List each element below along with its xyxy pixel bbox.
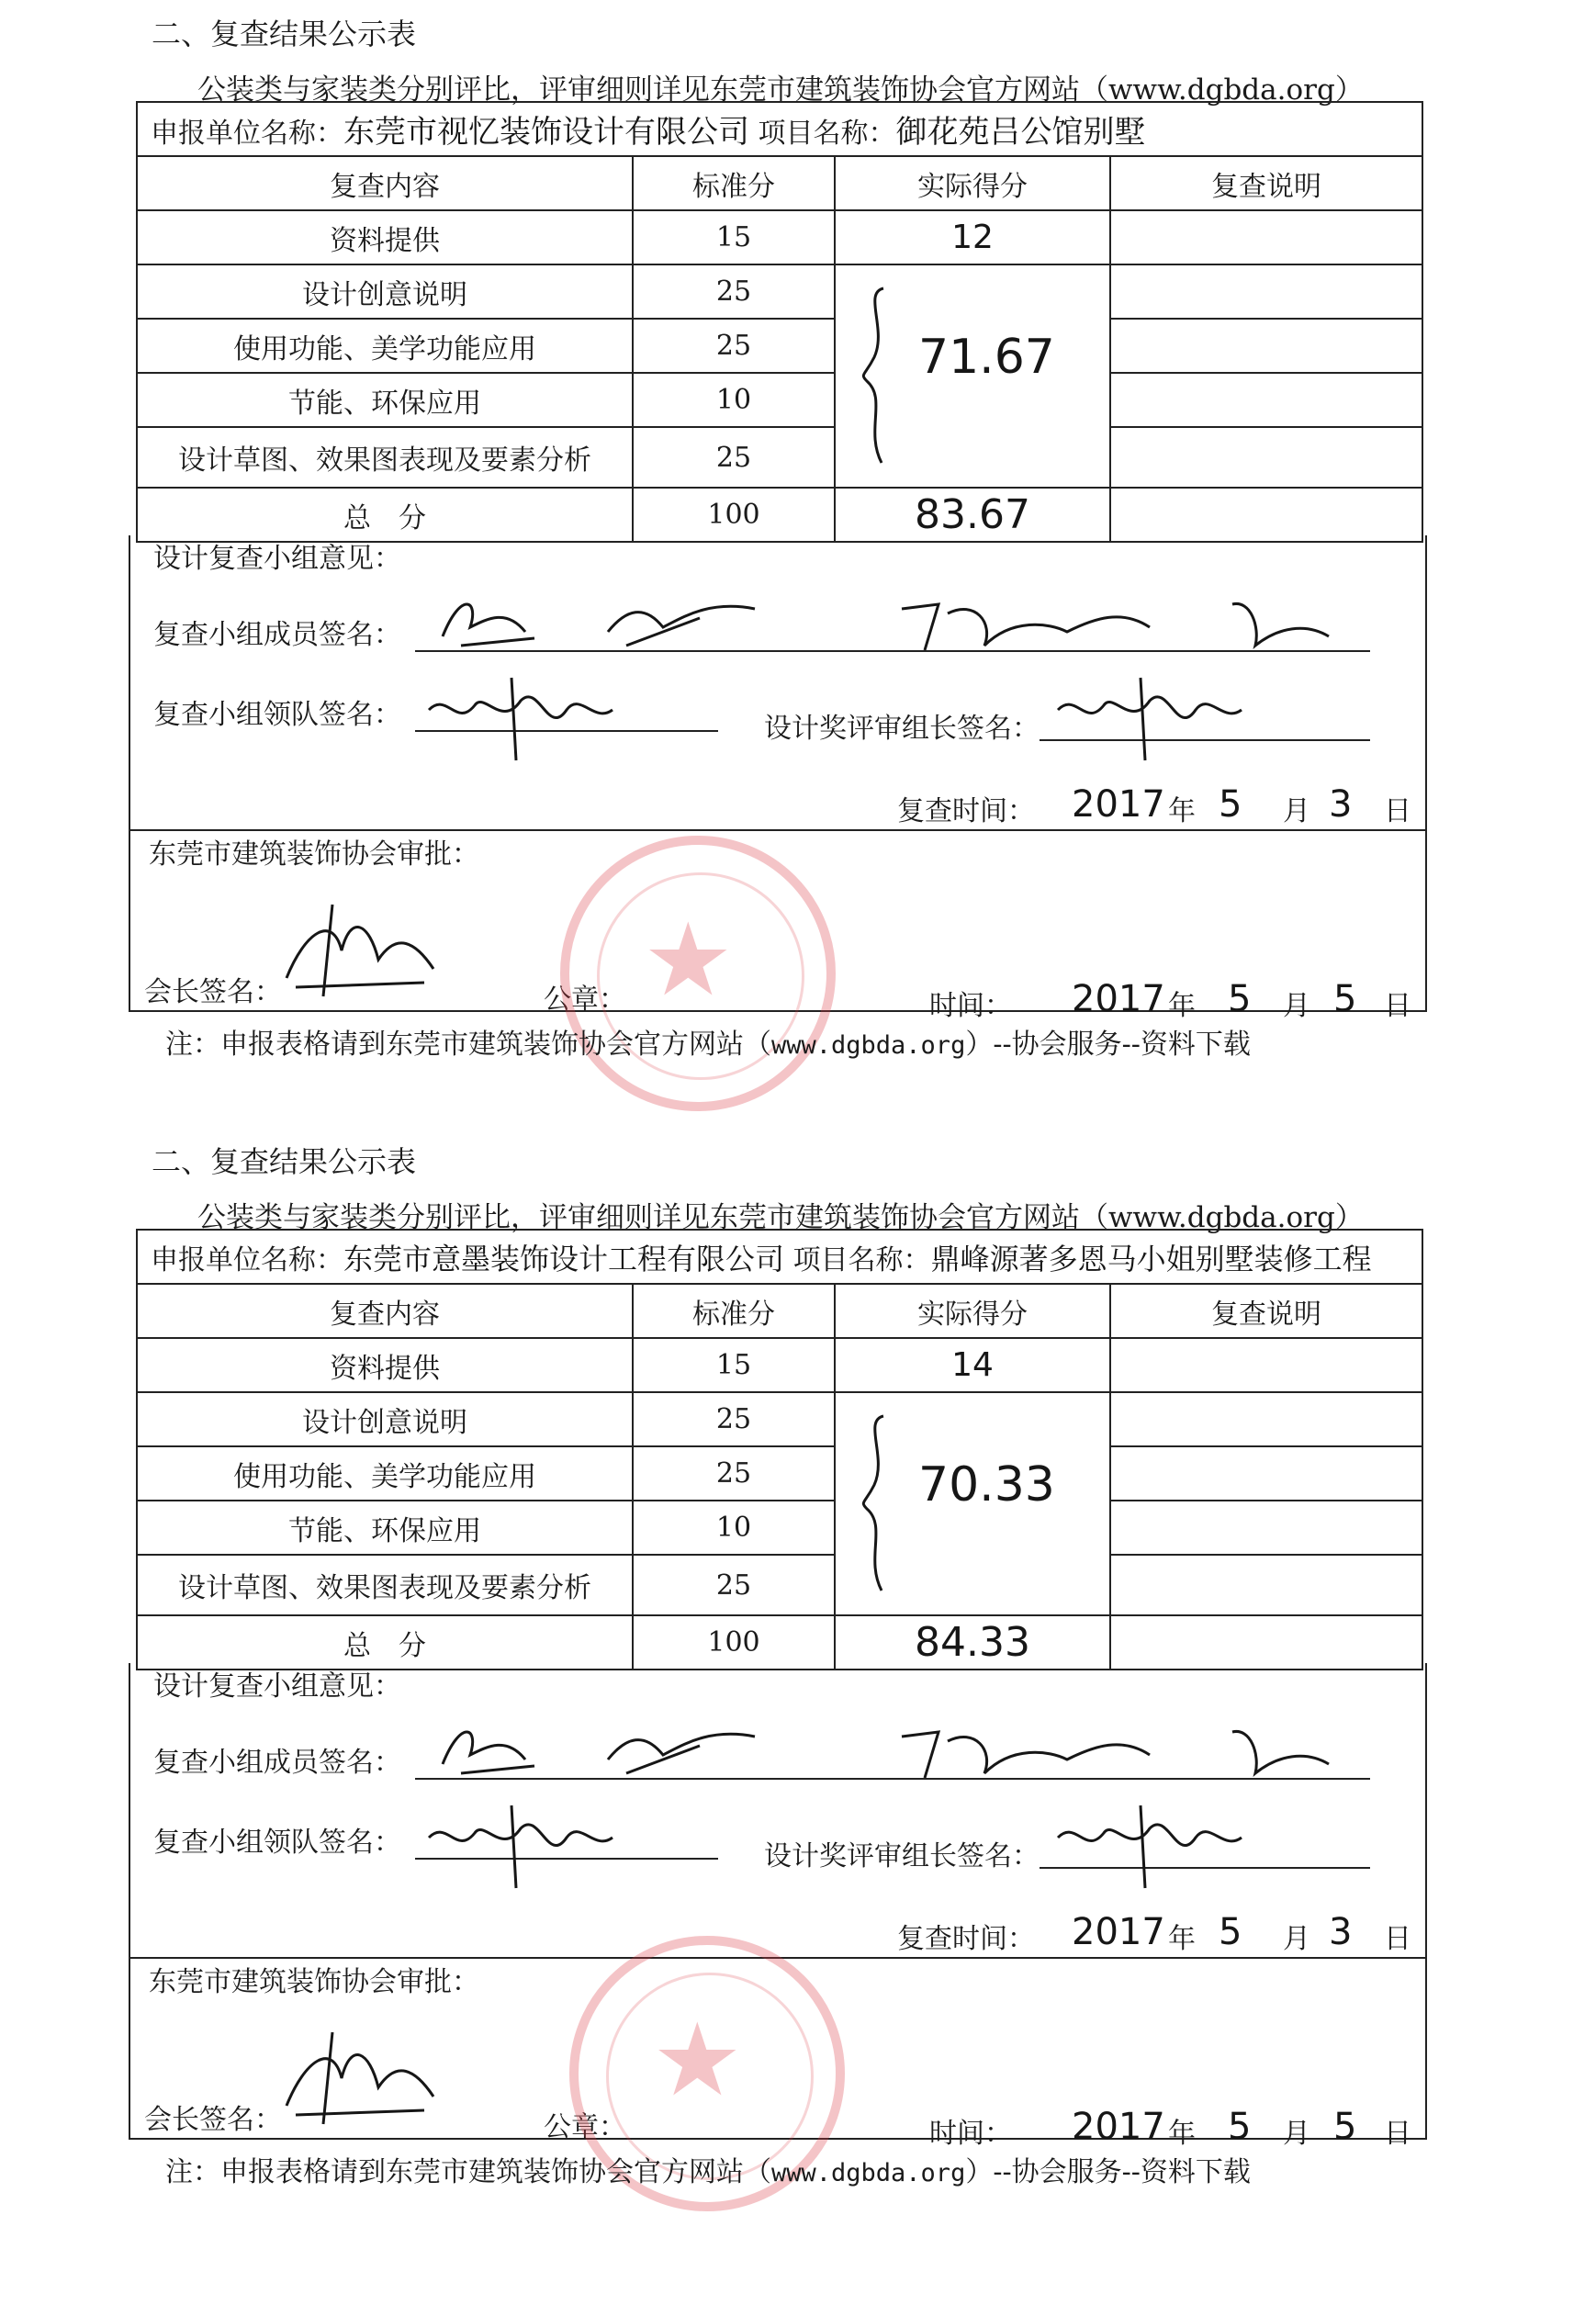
row-actual: 14 <box>835 1338 1110 1392</box>
chief-signature <box>1049 673 1251 765</box>
day-label: 日 <box>1384 1923 1411 1955</box>
approval-month: 5 <box>1228 2106 1252 2148</box>
brace-mark <box>856 1411 902 1595</box>
note-url: www.dgbda.org <box>771 2159 966 2187</box>
year-label: 年 <box>1168 990 1196 1022</box>
total-standard: 100 <box>633 488 835 542</box>
approval-label: 东莞市建筑装饰协会审批： <box>149 838 479 871</box>
president-signature <box>268 2023 452 2133</box>
row-standard: 25 <box>633 427 835 488</box>
row-notes <box>1110 210 1422 264</box>
chief-signature-label: 设计奖评审组长签名： <box>764 1840 1040 1872</box>
project-label: 项目名称： <box>758 118 896 150</box>
month-label: 月 <box>1283 795 1310 827</box>
chief-signature <box>1049 1801 1251 1893</box>
header-actual: 实际得分 <box>835 1284 1110 1338</box>
month-label: 月 <box>1283 2118 1310 2150</box>
row-standard: 25 <box>633 1446 835 1501</box>
year-label: 年 <box>1168 2118 1196 2150</box>
row-notes <box>1110 1446 1422 1501</box>
total-notes <box>1110 488 1422 542</box>
section-title: 二、复查结果公示表 <box>152 1144 417 1179</box>
day-label: 日 <box>1384 795 1411 827</box>
approval-label: 东莞市建筑装饰协会审批： <box>149 1966 479 1998</box>
row-item: 资料提供 <box>137 210 633 264</box>
row-standard: 15 <box>633 1338 835 1392</box>
official-seal <box>560 836 836 1111</box>
footer-note <box>165 2149 1251 2189</box>
row-notes <box>1110 1501 1422 1555</box>
row-item: 节能、环保应用 <box>137 1501 633 1555</box>
member-signature-label: 复查小组成员签名： <box>153 1747 401 1779</box>
review-year: 2017 <box>1072 783 1165 826</box>
leader-signature-label: 复查小组领队签名： <box>153 1827 401 1859</box>
row-item: 设计创意说明 <box>137 264 633 319</box>
row-standard: 10 <box>633 373 835 427</box>
member-signatures <box>424 581 1379 664</box>
row-standard: 25 <box>633 1392 835 1446</box>
opinion-label: 设计复查小组意见： <box>153 543 401 575</box>
review-month: 5 <box>1219 783 1242 826</box>
review-year: 2017 <box>1072 1911 1165 1953</box>
row-actual: 12 <box>835 210 1110 264</box>
applicant-label: 申报单位名称： <box>151 118 343 150</box>
grouped-score: 71.67 <box>918 330 1055 385</box>
brace-mark <box>856 284 902 467</box>
seal-label: 公章： <box>544 2111 626 2143</box>
row-item: 设计草图、效果图表现及要素分析 <box>137 427 633 488</box>
header-standard: 标准分 <box>633 156 835 210</box>
note-url: www.dgbda.org <box>771 1031 966 1060</box>
total-label: 总 分 <box>137 1615 633 1670</box>
year-label: 年 <box>1168 1923 1196 1955</box>
opinion-label: 设计复查小组意见： <box>153 1670 401 1703</box>
intro-text: 公装类与家装类分别评比，评审细则详见东莞市建筑装饰协会官方网站（www.dgbda.org） <box>197 1201 1364 1234</box>
month-label: 月 <box>1283 1923 1310 1955</box>
project-name: 鼎峰源著多恩马小姐别墅装修工程 <box>930 1241 1372 1276</box>
president-signature <box>268 895 452 1006</box>
row-item: 使用功能、美学功能应用 <box>137 319 633 373</box>
review-time-label: 复查时间： <box>897 795 1035 827</box>
review-day: 3 <box>1329 783 1353 826</box>
row-notes <box>1110 264 1422 319</box>
row-item: 节能、环保应用 <box>137 373 633 427</box>
row-standard: 25 <box>633 264 835 319</box>
row-notes <box>1110 373 1422 427</box>
president-signature-label: 会长签名： <box>144 2104 282 2136</box>
header-actual: 实际得分 <box>835 156 1110 210</box>
seal-star-icon: ★ <box>643 901 734 1018</box>
row-item: 使用功能、美学功能应用 <box>137 1446 633 1501</box>
approval-month: 5 <box>1228 978 1252 1020</box>
seal-label: 公章： <box>544 984 626 1016</box>
row-notes <box>1110 1555 1422 1615</box>
leader-signature <box>420 1801 622 1893</box>
total-label: 总 分 <box>137 488 633 542</box>
note-suffix: ）--协会服务--资料下载 <box>965 2156 1251 2188</box>
member-signature-label: 复查小组成员签名： <box>153 619 401 651</box>
approval-day: 5 <box>1333 978 1357 1020</box>
leader-signature-label: 复查小组领队签名： <box>153 699 401 731</box>
applicant-label: 申报单位名称： <box>151 1243 343 1276</box>
row-standard: 25 <box>633 1555 835 1615</box>
header-notes: 复查说明 <box>1110 1284 1422 1338</box>
review-form-1 <box>0 0 1596 1130</box>
row-notes <box>1110 1338 1422 1392</box>
approval-year: 2017 <box>1072 978 1165 1020</box>
applicant-row <box>137 102 1422 156</box>
review-month: 5 <box>1219 1911 1242 1953</box>
review-table <box>136 1229 1423 1670</box>
chief-signature-label: 设计奖评审组长签名： <box>764 713 1040 745</box>
seal-star-icon: ★ <box>652 2001 743 2119</box>
project-name: 御花苑吕公馆别墅 <box>895 114 1146 151</box>
year-label: 年 <box>1168 795 1196 827</box>
member-signatures <box>424 1709 1379 1792</box>
approval-time-label: 时间： <box>929 2118 1012 2150</box>
project-label: 项目名称： <box>792 1243 931 1276</box>
review-panel <box>129 535 1427 831</box>
note-suffix: ）--协会服务--资料下载 <box>965 1029 1251 1061</box>
note-prefix: 注：申报表格请到东莞市建筑装饰协会官方网站（ <box>165 2156 771 2188</box>
header-content: 复查内容 <box>137 156 633 210</box>
day-label: 日 <box>1384 990 1411 1022</box>
grouped-actual-cell <box>835 1392 1110 1615</box>
approval-time-label: 时间： <box>929 990 1012 1022</box>
intro-text: 公装类与家装类分别评比，评审细则详见东莞市建筑装饰协会官方网站（www.dgbda.org） <box>197 73 1364 107</box>
section-title: 二、复查结果公示表 <box>152 17 417 51</box>
approval-year: 2017 <box>1072 2106 1165 2148</box>
month-label: 月 <box>1283 990 1310 1022</box>
applicant-name: 东莞市意墨装饰设计工程有限公司 <box>343 1241 785 1276</box>
day-label: 日 <box>1384 2118 1411 2150</box>
total-actual: 83.67 <box>835 488 1110 542</box>
grouped-actual-cell <box>835 264 1110 488</box>
review-panel <box>129 1663 1427 1959</box>
footer-note <box>165 1021 1251 1062</box>
note-prefix: 注：申报表格请到东莞市建筑装饰协会官方网站（ <box>165 1029 771 1061</box>
review-table <box>136 101 1423 543</box>
header-notes: 复查说明 <box>1110 156 1422 210</box>
applicant-row <box>137 1230 1422 1284</box>
review-form-2 <box>0 1128 1596 2257</box>
row-item: 设计创意说明 <box>137 1392 633 1446</box>
row-standard: 25 <box>633 319 835 373</box>
header-standard: 标准分 <box>633 1284 835 1338</box>
review-time-label: 复查时间： <box>897 1923 1035 1955</box>
review-day: 3 <box>1329 1911 1353 1953</box>
row-item: 设计草图、效果图表现及要素分析 <box>137 1555 633 1615</box>
leader-signature <box>420 673 622 765</box>
row-notes <box>1110 319 1422 373</box>
row-item: 资料提供 <box>137 1338 633 1392</box>
total-standard: 100 <box>633 1615 835 1670</box>
president-signature-label: 会长签名： <box>144 976 282 1008</box>
row-standard: 15 <box>633 210 835 264</box>
approval-day: 5 <box>1333 2106 1357 2148</box>
header-content: 复查内容 <box>137 1284 633 1338</box>
total-actual: 84.33 <box>835 1615 1110 1670</box>
row-notes <box>1110 427 1422 488</box>
row-standard: 10 <box>633 1501 835 1555</box>
applicant-name: 东莞市视忆装饰设计有限公司 <box>343 114 749 151</box>
row-notes <box>1110 1392 1422 1446</box>
grouped-score: 70.33 <box>918 1457 1055 1512</box>
total-notes <box>1110 1615 1422 1670</box>
